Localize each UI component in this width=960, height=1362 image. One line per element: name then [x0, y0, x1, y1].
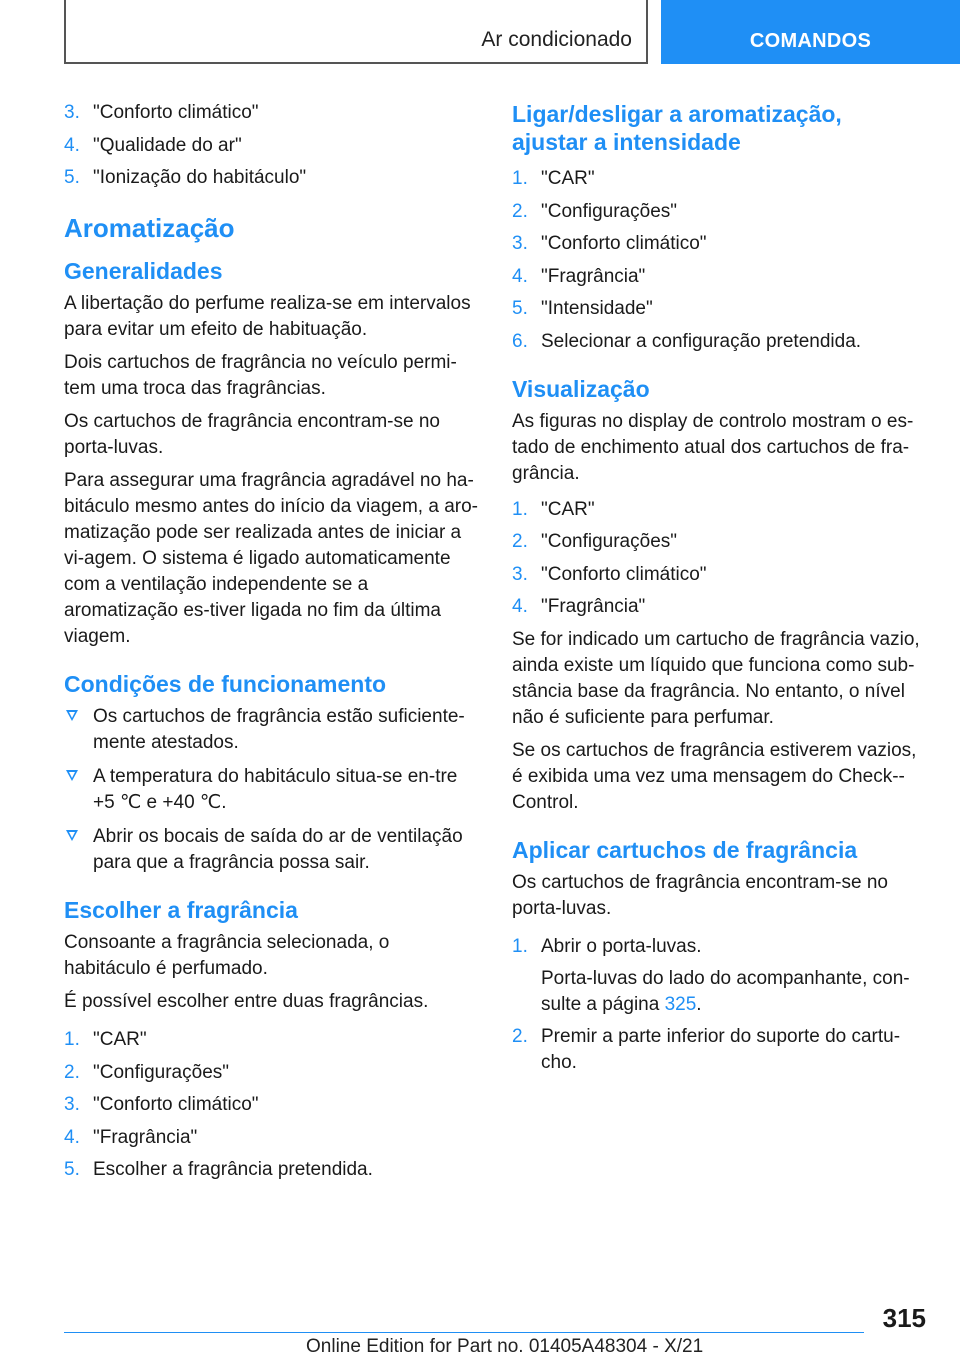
list-item: 5. "Ionização do habitáculo": [64, 167, 307, 188]
footer-edition: Online Edition for Part no. 01405A48304 - X/21: [306, 1336, 704, 1357]
heading-condicoes: Condições de funcionamento: [64, 671, 387, 697]
header-section-title: Ar condicionado: [481, 28, 632, 51]
header-chapter-tab: COMANDOS: [661, 0, 960, 64]
triangle-bullet-icon: [66, 830, 78, 841]
footer-divider: [64, 1332, 864, 1333]
list-item: A temperatura do habitáculo situa-se en-tre +5 ℃ e +40 ℃.: [64, 764, 478, 816]
ligar-steps: [512, 166, 922, 355]
list-item: 3. "Conforto climático": [512, 563, 707, 585]
escolher-steps: [64, 1027, 478, 1183]
heading-aplicar: Aplicar cartuchos de fragrância: [512, 836, 858, 863]
list-item: Os cartuchos de fragrância estão suficiente-mente atestados.: [64, 704, 478, 756]
list-item: 6. Selecionar a configuração pretendida.: [512, 330, 862, 352]
visualizacao-steps: [512, 497, 922, 621]
paragraph: Dois cartuchos de fragrância no veículo permi-tem uma troca das fragrâncias.: [64, 352, 457, 399]
list-item: 1. "CAR": [64, 1029, 147, 1050]
list-item: 1. "CAR": [512, 168, 595, 189]
list-item: 3. "Conforto climático": [512, 233, 707, 254]
paragraph: Se os cartuchos de fragrância estiverem vazios, é exibida uma vez uma mensagem do Check--Control.: [512, 739, 917, 813]
list-item: 4. "Fragrância": [512, 265, 646, 287]
section-title-aromatizacao: Aromatização: [64, 213, 235, 243]
step-note: Porta-luvas do lado do acompanhante, con-sulte a página 325.: [541, 967, 910, 1015]
heading-ligar: Ligar/desligar a aromatização, ajustar a intensidade: [512, 101, 842, 155]
list-item: 2. Premir a parte inferior do suporte do cartu-cho.: [512, 1026, 901, 1073]
list-item: 4. "Qualidade do ar": [64, 134, 242, 156]
list-item: 3. "Conforto climático": [64, 102, 259, 123]
list-item: 2. "Configurações": [64, 1061, 230, 1083]
list-item: 1. Abrir o porta-luvas. Porta-luvas do lado do acompanhante, con-sulte a página 325.: [512, 934, 922, 1018]
heading-visualizacao: Visualização: [512, 375, 650, 402]
list-item: 2. "Configurações": [512, 531, 678, 552]
paragraph: É possível escolher entre duas fragrâncias.: [64, 991, 429, 1012]
paragraph: Consoante a fragrância selecionada, o habitáculo é perfumado.: [64, 932, 390, 979]
list-item: 4. "Fragrância": [512, 596, 646, 617]
list-item: 3. "Conforto climático": [64, 1094, 259, 1115]
list-item: Abrir os bocais de saída do ar de ventilação para que a fragrância possa sair.: [64, 824, 478, 876]
paragraph: Se for indicado um cartucho de fragrância vazio, ainda existe um líquido que funciona como sub-stância base da fragrância. No entanto, o nível não é suficiente para perfumar.: [512, 628, 920, 728]
page-reference-link[interactable]: 325: [664, 993, 697, 1015]
heading-escolher: Escolher a fragrância: [64, 897, 298, 923]
list-item: 2. "Configurações": [512, 200, 678, 222]
list-item: 5. Escolher a fragrância pretendida.: [64, 1159, 373, 1180]
paragraph: Os cartuchos de fragrância encontram-se no porta-luvas.: [64, 411, 440, 458]
header-section-box: [64, 0, 648, 64]
list-item: 1. "CAR": [512, 498, 595, 520]
paragraph: A libertação do perfume realiza-se em intervalos para evitar um efeito de habituação.: [64, 293, 471, 340]
paragraph: As figuras no display de controlo mostram o es-tado de enchimento atual dos cartuchos de fra-grância.: [512, 410, 914, 484]
paragraph: Os cartuchos de fragrância encontram-se no porta-luvas.: [512, 871, 888, 919]
page-number: 315: [882, 1303, 926, 1333]
list-item: 4. "Fragrância": [64, 1126, 198, 1148]
triangle-bullet-icon: [66, 710, 78, 721]
intro-list: [64, 100, 478, 191]
triangle-bullet-icon: [66, 770, 78, 781]
heading-generalidades: Generalidades: [64, 258, 223, 284]
paragraph: Para assegurar uma fragrância agradável no ha-bitáculo mesmo antes do início da viagem, a aro-matização pode ser realizada antes de iniciar a vi-agem. O sistema é ligado automaticamente com a ventilação independente se a aromatização es-tiver ligada no fim da última viagem.: [64, 470, 478, 647]
left-column: [64, 100, 478, 1190]
aplicar-steps: [512, 934, 922, 1077]
right-column: [512, 100, 922, 1083]
list-item: 5. "Intensidade": [512, 298, 653, 319]
conditions-list: [64, 704, 478, 876]
